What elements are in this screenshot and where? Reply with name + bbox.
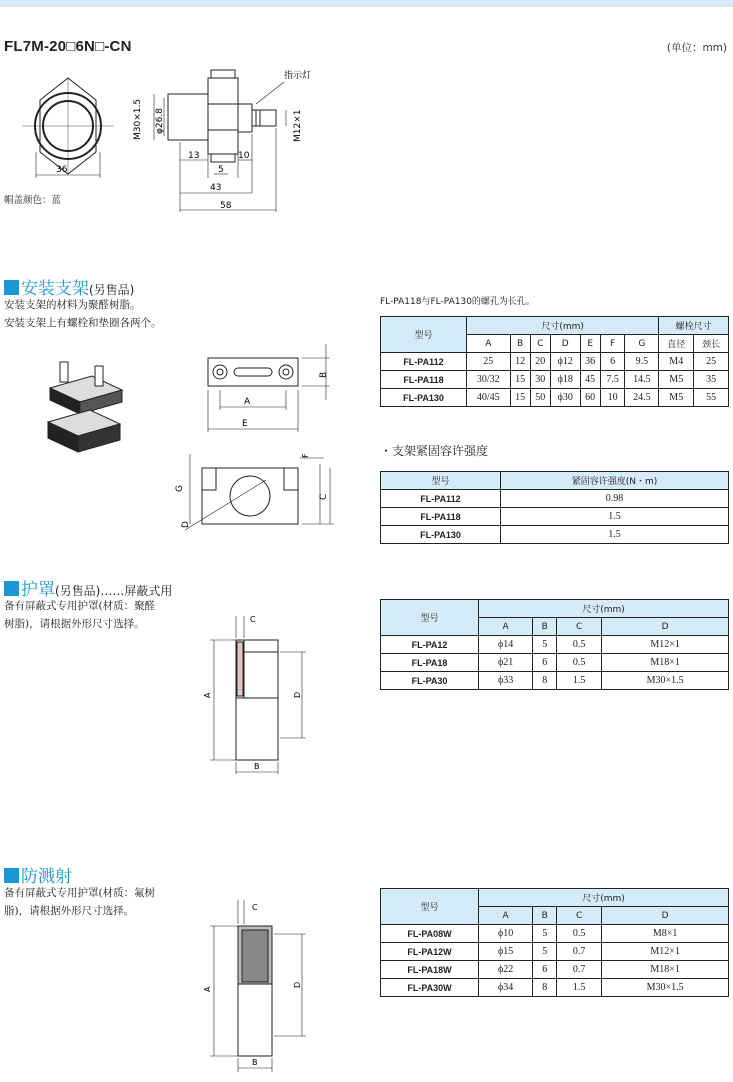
splash-table — [380, 888, 729, 997]
model-title: FL7M-20□6N□-CN — [4, 38, 132, 55]
indicator-label: 指示灯 — [284, 71, 312, 81]
cover-table — [380, 599, 729, 690]
splash-label-D: D — [293, 981, 302, 988]
cell-model: FL-PA112 — [381, 490, 501, 508]
table-row — [381, 672, 729, 690]
bracket-desc-line: 安装支架上有螺栓和垫圈各两个。 — [4, 317, 162, 329]
table-row — [381, 389, 729, 407]
cell: 12 — [510, 353, 530, 371]
col-header: C — [557, 618, 602, 636]
cell: ϕ30 — [550, 389, 580, 407]
splash-desc-line: 备有屏蔽式专用护罩(材质：氟树 — [4, 887, 156, 899]
cell: M5 — [659, 389, 694, 407]
col-header: C — [530, 335, 550, 353]
cell: 10 — [600, 389, 625, 407]
col-header: 直径 — [659, 335, 694, 353]
bracket-dims-table — [380, 316, 729, 407]
cell: 20 — [530, 353, 550, 371]
cell: 24.5 — [625, 389, 659, 407]
cell: ϕ18 — [550, 371, 580, 389]
dim-58: 58 — [220, 201, 232, 211]
table-row — [381, 371, 729, 389]
cell: 0.5 — [557, 925, 602, 943]
cell: 6 — [533, 961, 557, 979]
cell: 50 — [530, 389, 550, 407]
cell: 36 — [580, 353, 600, 371]
cell: 40/45 — [467, 389, 511, 407]
col-header: 颈长 — [694, 335, 729, 353]
cell-model: FL-PA112 — [381, 353, 467, 371]
cell-model: FL-PA130 — [381, 389, 467, 407]
cell: M12×1 — [602, 636, 729, 654]
cell: ϕ34 — [479, 979, 533, 997]
col-header-torque: 紧固容许强度(N・m) — [501, 472, 729, 490]
table-row — [381, 353, 729, 371]
cover-title: 护罩 — [21, 580, 55, 600]
cell: 30/32 — [467, 371, 511, 389]
dim-36: 36 — [56, 165, 68, 175]
cell: 25 — [694, 353, 729, 371]
splash-desc-line: 脂)，请根据外形尺寸选择。 — [4, 905, 135, 917]
table-row — [381, 961, 729, 979]
top-bar — [0, 0, 733, 7]
bracket-drawing — [40, 340, 340, 540]
cell-model: FL-PA118 — [381, 508, 501, 526]
cell: 15 — [510, 389, 530, 407]
label-F: F — [301, 453, 310, 458]
cell: ϕ33 — [479, 672, 533, 690]
cell-model: FL-PA130 — [381, 526, 501, 544]
cover-subtitle: (另售品)……屏蔽式用 — [55, 584, 173, 598]
cell: 7.5 — [600, 371, 625, 389]
col-header: D — [602, 907, 729, 925]
heading-marker — [4, 868, 19, 883]
col-header-dims: 尺寸(mm) — [479, 600, 729, 618]
cell: ϕ14 — [479, 636, 533, 654]
cell: 1.5 — [501, 508, 729, 526]
cell: 1.5 — [557, 672, 602, 690]
table-row — [381, 654, 729, 672]
cell: 55 — [694, 389, 729, 407]
col-header-model: 型号 — [381, 472, 501, 490]
cell: 0.7 — [557, 961, 602, 979]
cell: 5 — [533, 636, 557, 654]
cell: 9.5 — [625, 353, 659, 371]
cell: 0.5 — [557, 654, 602, 672]
cell: 0.5 — [557, 636, 602, 654]
col-header-dims: 尺寸(mm) — [467, 317, 659, 335]
label-B: B — [319, 371, 329, 378]
col-header-bolt: 螺栓尺寸 — [659, 317, 729, 335]
heading-marker — [4, 280, 19, 295]
cell: 30 — [530, 371, 550, 389]
cell: M8×1 — [602, 925, 729, 943]
cell: ϕ22 — [479, 961, 533, 979]
bracket-description — [4, 296, 162, 332]
dim-m12: M12×1 — [293, 109, 303, 142]
splash-label-B: B — [252, 1058, 258, 1067]
col-header-model: 型号 — [381, 317, 467, 353]
cell: M30×1.5 — [602, 979, 729, 997]
dim-10: 10 — [238, 151, 250, 161]
col-header: A — [479, 907, 533, 925]
col-header: F — [600, 335, 625, 353]
table-row — [381, 636, 729, 654]
torque-heading: ・支架紧固容许强度 — [380, 444, 489, 458]
cell: M18×1 — [602, 654, 729, 672]
cell-model: FL-PA18 — [381, 654, 479, 672]
cell: ϕ15 — [479, 943, 533, 961]
label-E: E — [242, 419, 248, 429]
cell: 8 — [533, 672, 557, 690]
cover-label-A: A — [203, 692, 212, 698]
table-row — [381, 943, 729, 961]
dim-43: 43 — [210, 183, 222, 193]
cell: 15 — [510, 371, 530, 389]
table-row — [381, 490, 729, 508]
cover-label-B: B — [254, 762, 260, 771]
cell: 60 — [580, 389, 600, 407]
splash-label-A: A — [203, 986, 212, 992]
cell: 0.98 — [501, 490, 729, 508]
cell: 1.5 — [501, 526, 729, 544]
bracket-subtitle: (另售品) — [89, 283, 135, 297]
label-D: D — [181, 521, 191, 528]
torque-table — [380, 471, 729, 544]
cover-desc-line: 备有屏蔽式专用护罩(材质：聚醛 — [4, 600, 156, 612]
bracket-title: 安装支架 — [21, 279, 89, 299]
cell-model: FL-PA118 — [381, 371, 467, 389]
col-header-dims: 尺寸(mm) — [479, 889, 729, 907]
cell: M18×1 — [602, 961, 729, 979]
bracket-desc-line: 安装支架的材料为聚醛树脂。 — [4, 299, 141, 311]
cell: ϕ21 — [479, 654, 533, 672]
table-row — [381, 508, 729, 526]
cover-drawing — [196, 612, 316, 782]
cell: M5 — [659, 371, 694, 389]
cell: 0.7 — [557, 943, 602, 961]
cell: 45 — [580, 371, 600, 389]
cell: 5 — [533, 925, 557, 943]
cap-color-note: 帽盖颜色：蓝 — [4, 195, 62, 206]
dim-dia: φ26.8 — [155, 108, 165, 134]
cover-description — [4, 597, 155, 633]
table-row — [381, 979, 729, 997]
cell-model: FL-PA12 — [381, 636, 479, 654]
splash-description — [4, 884, 155, 920]
col-header: E — [580, 335, 600, 353]
col-header: B — [533, 907, 557, 925]
col-header: D — [602, 618, 729, 636]
col-header: B — [533, 618, 557, 636]
cell-model: FL-PA08W — [381, 925, 479, 943]
col-header: A — [479, 618, 533, 636]
splash-title: 防溅射 — [21, 867, 72, 887]
cell: 5 — [533, 943, 557, 961]
cell: 25 — [467, 353, 511, 371]
col-header: C — [557, 907, 602, 925]
cell: 6 — [600, 353, 625, 371]
cell: M30×1.5 — [602, 672, 729, 690]
cell: M4 — [659, 353, 694, 371]
bracket-table-note: FL-PA118与FL-PA130的螺孔为长孔。 — [380, 297, 535, 307]
label-G: G — [175, 485, 185, 492]
cell-model: FL-PA30W — [381, 979, 479, 997]
dim-thread: M30×1.5 — [133, 98, 143, 140]
splash-drawing — [196, 896, 316, 1076]
cover-label-C: C — [250, 615, 256, 624]
cell: 1.5 — [557, 979, 602, 997]
dim-5: 5 — [218, 165, 224, 175]
cell: ϕ12 — [550, 353, 580, 371]
cell: 6 — [533, 654, 557, 672]
col-header: D — [550, 335, 580, 353]
col-header: A — [467, 335, 511, 353]
cell: 8 — [533, 979, 557, 997]
col-header-model: 型号 — [381, 889, 479, 925]
label-A: A — [244, 397, 251, 407]
heading-marker — [4, 581, 19, 596]
dim-13: 13 — [188, 151, 200, 161]
cell-model: FL-PA18W — [381, 961, 479, 979]
cell: 14.5 — [625, 371, 659, 389]
cell-model: FL-PA12W — [381, 943, 479, 961]
cover-desc-line: 树脂)，请根据外形尺寸选择。 — [4, 618, 145, 630]
cell: 35 — [694, 371, 729, 389]
cell: ϕ10 — [479, 925, 533, 943]
label-C: C — [319, 493, 329, 500]
cell: M12×1 — [602, 943, 729, 961]
cell-model: FL-PA30 — [381, 672, 479, 690]
col-header: G — [625, 335, 659, 353]
unit-note: (单位：mm) — [666, 42, 727, 54]
col-header: B — [510, 335, 530, 353]
table-row — [381, 925, 729, 943]
splash-label-C: C — [252, 903, 258, 912]
col-header-model: 型号 — [381, 600, 479, 636]
table-row — [381, 526, 729, 544]
cover-label-D: D — [293, 691, 302, 698]
